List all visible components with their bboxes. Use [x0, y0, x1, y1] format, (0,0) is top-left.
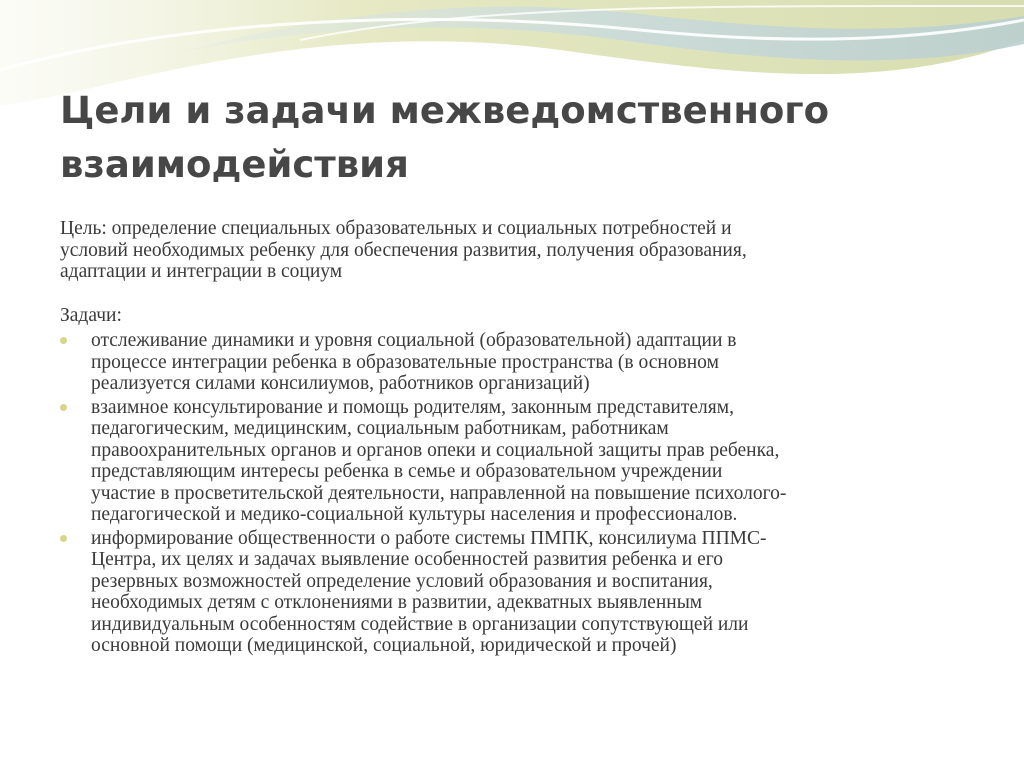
goal-paragraph [60, 218, 940, 283]
slide-body [60, 218, 970, 659]
task-line: участие в просветительской деятельности, направленной на повышение психолого- [91, 482, 787, 504]
task-line: необходимых детям с отклонениями в развитии, адекватных выявленным [91, 592, 703, 613]
task-line: отслеживание динамики и уровня социальной (образовательной) адаптации в [91, 330, 737, 351]
task-line: педагогическим, медицинским, социальным работникам, работникам [91, 418, 669, 439]
task-item [60, 330, 970, 395]
task-line: реализуется силами консилиумов, работников организаций) [91, 373, 590, 394]
task-line: индивидуальным особенностям содействие в организации сопутствующей или [91, 613, 749, 635]
goal-line: условий необходимых ребенку для обеспечения развития, получения образования, [60, 239, 747, 261]
goal-line: Цель: определение специальных образовательных и социальных потребностей и [60, 218, 732, 239]
task-item [60, 397, 970, 526]
task-line: основной помощи (медицинской, социальной, юридической и прочей) [91, 635, 677, 656]
bullet-icon [60, 337, 67, 344]
bullet-icon [60, 404, 67, 411]
tasks-list [60, 330, 970, 657]
slide-title [60, 84, 960, 192]
task-line: взаимное консультирование и помощь родителям, законным представителям, [91, 396, 734, 418]
title-line: Цели и задачи межведомственного [60, 89, 830, 132]
task-line: информирование общественности о работе системы ПМПК, консилиума ППМС- [91, 527, 767, 549]
task-line: Центра, их целях и задачах выявление особенностей развития ребенка и его [91, 549, 723, 570]
tasks-heading: Задачи: [60, 304, 122, 326]
bullet-icon [60, 535, 67, 542]
task-line: представляющим интересы ребенка в семье и образовательном учреждении [91, 461, 723, 482]
title-line: взаимодействия [60, 143, 409, 186]
task-line: процессе интеграции ребенка в образовательные пространства (в основном [91, 351, 719, 373]
task-line: правоохранительных органов и органов опеки и социальной защиты прав ребенка, [91, 439, 780, 461]
goal-line: адаптации и интеграции в социум [60, 261, 343, 282]
task-line: педагогической и медико-социальной культуры населения и профессионалов. [91, 504, 738, 525]
task-item [60, 528, 970, 657]
task-line: резервных возможностей определение условий образования и воспитания, [91, 570, 713, 592]
